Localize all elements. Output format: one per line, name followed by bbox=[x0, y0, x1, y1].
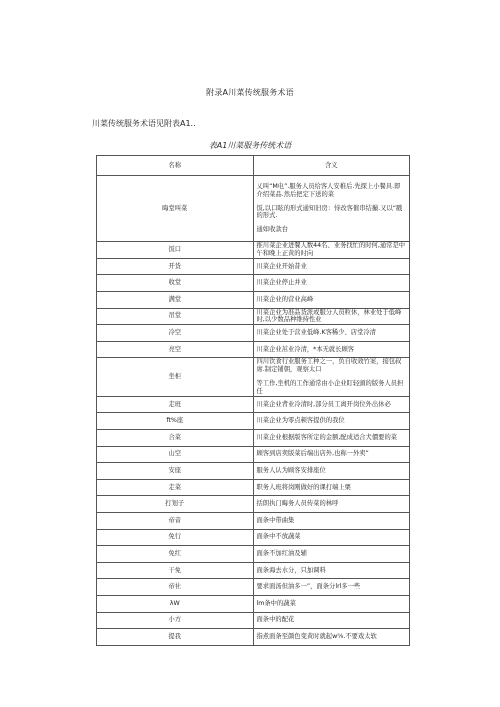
appendix-title: 附录A川菜传统服务术语 bbox=[206, 88, 294, 97]
term-name: 坐柜 bbox=[97, 358, 254, 396]
table-row bbox=[97, 612, 410, 629]
term-meaning bbox=[253, 258, 410, 275]
table-row bbox=[97, 446, 410, 463]
table-row bbox=[97, 562, 410, 579]
term-meaning bbox=[253, 396, 410, 413]
meaning-line: 顾客到店卖版菜后端出店外,也称一外卖” bbox=[256, 450, 369, 458]
meaning-line: 川菜企业根据版客所定的金额,配成适合犬價要的菜 bbox=[256, 433, 398, 441]
term-meaning bbox=[253, 612, 410, 629]
term-meaning bbox=[253, 430, 410, 447]
term-name: 冷空 bbox=[97, 325, 254, 342]
table-row bbox=[97, 341, 410, 358]
table-row bbox=[97, 258, 410, 275]
table-row bbox=[97, 546, 410, 563]
table-row bbox=[97, 529, 410, 546]
meaning-line: 川菜企业茁业冷清，*本无就长顾客 bbox=[256, 345, 355, 353]
term-meaning bbox=[253, 308, 410, 325]
meaning-line: 服务人认为顾客安排座位 bbox=[256, 467, 326, 475]
meaning-line: 乂叫“M电”.服务人员给客人安稚后.先探上小餐具.即介绍菜品.然后把定下送的菜 bbox=[256, 182, 401, 198]
term-meaning bbox=[253, 242, 410, 259]
term-meaning bbox=[253, 275, 410, 292]
meaning-line: 面条中的配花 bbox=[256, 616, 295, 624]
table-row bbox=[97, 291, 410, 308]
term-name: 山空 bbox=[97, 446, 254, 463]
table-row bbox=[97, 479, 410, 496]
meaning-line: 四川饮食行业服务工种之一，负自收效竹案，接包叔席.制定铺朝，观察太口 bbox=[256, 358, 402, 374]
table-row bbox=[97, 430, 410, 447]
meaning-line: 要求面汤但油多一”，面条分lrl多一些 bbox=[256, 583, 361, 591]
term-name: 提我 bbox=[97, 629, 254, 646]
meaning-line: 通如收款台 bbox=[256, 226, 288, 234]
intro-text: 川菜传统服务术语见附表A1.. bbox=[92, 119, 196, 128]
table-row bbox=[97, 308, 410, 325]
term-meaning bbox=[253, 463, 410, 480]
table-row bbox=[97, 579, 410, 596]
term-name: 晦堂叫菜 bbox=[97, 176, 254, 242]
term-name: 亮空 bbox=[97, 341, 254, 358]
table-row bbox=[97, 396, 410, 413]
term-meaning bbox=[253, 341, 410, 358]
meaning-line: 川菜企业背业冷清时,部分员工离开岗位外出休必 bbox=[256, 400, 391, 408]
term-meaning bbox=[253, 496, 410, 513]
table-row bbox=[97, 629, 410, 646]
term-name: λW bbox=[97, 595, 254, 612]
term-name: 饭口 bbox=[97, 242, 254, 259]
table-caption: 表A1川菜服务传统术语 bbox=[208, 141, 292, 150]
term-meaning bbox=[253, 413, 410, 430]
meaning-line: 面条中不放蔬菜 bbox=[256, 533, 301, 541]
meaning-line: 职务人班将岗刚做好的课打端上栗 bbox=[256, 483, 351, 491]
term-meaning bbox=[253, 446, 410, 463]
table-row bbox=[97, 275, 410, 292]
table-row bbox=[97, 325, 410, 342]
term-name: 帝社 bbox=[97, 579, 254, 596]
table-row bbox=[97, 242, 410, 259]
term-name: 免行 bbox=[97, 529, 254, 546]
term-meaning bbox=[253, 595, 410, 612]
term-name: ft%座 bbox=[97, 413, 254, 430]
term-meaning bbox=[253, 562, 410, 579]
meaning-line: 指煮面条至颜色变黄时就起w⅝.不要戏太软 bbox=[256, 633, 377, 641]
term-name: 走班 bbox=[97, 396, 254, 413]
meaning-line: 川菜企业开始昔业 bbox=[256, 262, 307, 270]
term-meaning bbox=[253, 579, 410, 596]
term-name: 走菜 bbox=[97, 479, 254, 496]
meaning-line: 括朗执门晦务人员传菜的林呼 bbox=[256, 500, 339, 508]
meaning-line: 等工作,坐机的工作通常由小企业盯轻頭的版务人员担任 bbox=[256, 380, 404, 395]
meaning-line: 推川菜企业进餐人数44名、业务找忙的时何,通常是中午和晚上正黄的时向 bbox=[256, 242, 406, 257]
meaning-line: 川菜企业为准品货派或服分人员粒休，林业处于低峰时,以少数品种维持性业 bbox=[256, 308, 402, 324]
term-name: 免红 bbox=[97, 546, 254, 563]
term-name: 安座 bbox=[97, 463, 254, 480]
term-meaning bbox=[253, 325, 410, 342]
table-row bbox=[97, 176, 410, 242]
term-meaning bbox=[253, 529, 410, 546]
term-meaning bbox=[253, 513, 410, 530]
term-meaning bbox=[253, 291, 410, 308]
term-name: 干免 bbox=[97, 562, 254, 579]
term-name: 小方 bbox=[97, 612, 254, 629]
table-row bbox=[97, 496, 410, 513]
meaning-line: lm条中的蔬菜 bbox=[256, 599, 296, 607]
term-name: 收堂 bbox=[97, 275, 254, 292]
meaning-line: 川菜企业的营业高峰 bbox=[256, 295, 314, 303]
table-row bbox=[97, 358, 410, 396]
meaning-line: 面条中带曲集 bbox=[256, 516, 295, 524]
meaning-line: 川菜企业处于营业低峰.K客稀少、店堂冷清 bbox=[256, 329, 376, 337]
table-row bbox=[97, 513, 410, 530]
term-meaning bbox=[253, 629, 410, 646]
table-row bbox=[97, 463, 410, 480]
term-meaning bbox=[253, 358, 410, 396]
term-name: 满堂 bbox=[97, 291, 254, 308]
meaning-line: 川菜企业停止并业 bbox=[256, 279, 307, 287]
meaning-line: 川菜企业为零点顿客提供的我位 bbox=[256, 417, 345, 425]
term-name: 开货 bbox=[97, 258, 254, 275]
term-name: 合菜 bbox=[97, 430, 254, 447]
term-name: 吊堂 bbox=[97, 308, 254, 325]
meaning-line: 饭,以口眩的形式通知旧房：恃改客催串结撮.又以“戳的形式. bbox=[256, 204, 403, 220]
terms-table bbox=[96, 155, 410, 646]
term-meaning bbox=[253, 479, 410, 496]
term-name: 打划子 bbox=[97, 496, 254, 513]
term-meaning bbox=[253, 546, 410, 563]
header-meaning: 含义 bbox=[253, 156, 410, 176]
meaning-line: 面条不加红油及辅 bbox=[256, 550, 307, 558]
table-header-row bbox=[97, 156, 410, 176]
table-row bbox=[97, 595, 410, 612]
term-meaning bbox=[253, 176, 410, 242]
table-row bbox=[97, 413, 410, 430]
meaning-line: 面条海去水分，只加调料 bbox=[256, 566, 326, 574]
table-body bbox=[97, 176, 410, 646]
term-name: 帝音 bbox=[97, 513, 254, 530]
header-name: 名称 bbox=[97, 156, 254, 176]
